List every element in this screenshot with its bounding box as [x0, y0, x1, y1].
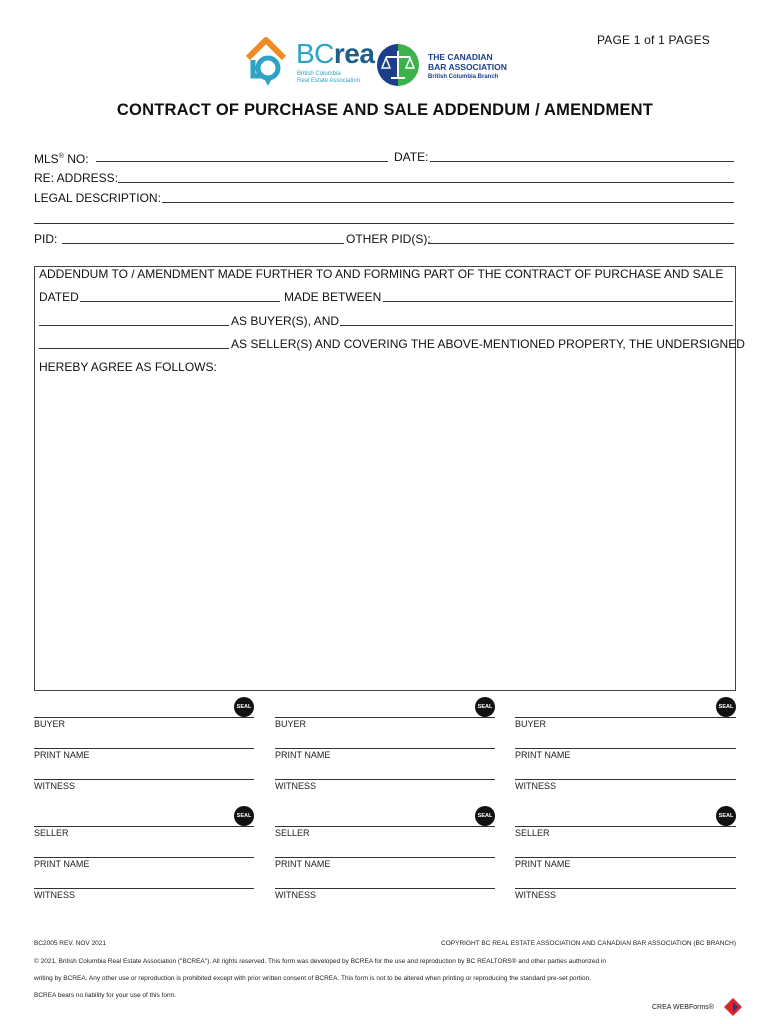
other-pid-label: OTHER PID(S):	[346, 232, 431, 246]
mls-label: MLS® NO:	[34, 152, 89, 166]
scales-of-justice-icon	[376, 42, 420, 88]
buyer-2-witness-label: WITNESS	[275, 781, 317, 791]
cba-logo	[376, 42, 526, 88]
sellers-name-field[interactable]	[39, 348, 229, 349]
addendum-terms-box[interactable]	[34, 266, 736, 691]
dated-field[interactable]	[80, 301, 280, 302]
seal-icon: SEAL	[475, 806, 495, 826]
address-label: RE: ADDRESS:	[34, 171, 119, 185]
pid-field[interactable]	[62, 243, 344, 244]
buyer-2-label: BUYER	[275, 719, 307, 729]
buyer-3-print-name[interactable]	[515, 748, 736, 749]
seal-icon: SEAL	[234, 806, 254, 826]
buyer-3-witness-label: WITNESS	[515, 781, 557, 791]
mls-field[interactable]	[96, 161, 388, 162]
as-sellers-label: AS SELLER(S) AND COVERING THE ABOVE-MENTIONED PROPERTY, THE UNDERSIGNED	[231, 337, 745, 351]
legal-notice-3: BCREA bears no liability for your use of this form.	[34, 992, 177, 999]
pid-label: PID:	[34, 232, 58, 246]
legal-notice-1: © 2021, British Columbia Real Estate Association ("BCREA"). All rights reserved. This form was developed by BCREA for the use and reproduction by BC REALTORS® and other parties authorized in	[34, 958, 607, 965]
webforms-icon	[724, 998, 742, 1016]
seal-icon: SEAL	[475, 697, 495, 717]
made-between-label: MADE BETWEEN	[284, 290, 382, 304]
seller-1-signature[interactable]	[34, 826, 254, 827]
buyer-2-print-label: PRINT NAME	[275, 750, 331, 760]
seller-1-print-label: PRINT NAME	[34, 859, 90, 869]
address-field[interactable]	[118, 182, 734, 183]
buyer-2-print-name[interactable]	[275, 748, 495, 749]
buyer-3-witness[interactable]	[515, 779, 736, 780]
legal-description-field[interactable]	[162, 202, 734, 203]
legal-notice-2: writing by BCREA. Any other use or reproduction is prohibited except with prior written consent of BCREA. This form is not to be altered when printing or reproducing the standard pre-set portion.	[34, 975, 591, 982]
sellers-field[interactable]	[340, 325, 733, 326]
seller-2-label: SELLER	[275, 828, 310, 838]
buyer-1-signature[interactable]	[34, 717, 254, 718]
house-icon	[244, 34, 294, 90]
seller-3-print-name[interactable]	[515, 857, 736, 858]
agree-label: HEREBY AGREE AS FOLLOWS:	[39, 360, 217, 374]
buyer-1-print-label: PRINT NAME	[34, 750, 90, 760]
seller-3-print-label: PRINT NAME	[515, 859, 571, 869]
buyer-1-witness-label: WITNESS	[34, 781, 76, 791]
bcrea-logo	[244, 34, 374, 90]
seller-1-witness-label: WITNESS	[34, 890, 76, 900]
buyer-3-print-label: PRINT NAME	[515, 750, 571, 760]
seller-2-witness[interactable]	[275, 888, 495, 889]
dated-label: DATED	[39, 290, 79, 304]
seller-2-print-label: PRINT NAME	[275, 859, 331, 869]
bcrea-wordmark: BCrea	[296, 38, 375, 69]
legal-description-label: LEGAL DESCRIPTION:	[34, 191, 161, 205]
copyright-notice: COPYRIGHT BC REAL ESTATE ASSOCIATION AND CANADIAN BAR ASSOCIATION (BC BRANCH)	[441, 940, 736, 947]
date-field[interactable]	[430, 161, 734, 162]
cba-wordmark: THE CANADIAN BAR ASSOCIATION British Columbia Branch	[428, 52, 507, 80]
buyers-field[interactable]	[39, 325, 229, 326]
page-title: CONTRACT OF PURCHASE AND SALE ADDENDUM / AMENDMENT	[116, 101, 654, 119]
buyer-1-label: BUYER	[34, 719, 66, 729]
buyer-3-signature[interactable]	[515, 717, 736, 718]
seller-3-signature[interactable]	[515, 826, 736, 827]
made-between-field[interactable]	[383, 301, 733, 302]
seller-1-label: SELLER	[34, 828, 69, 838]
seller-1-print-name[interactable]	[34, 857, 254, 858]
legal-description-field-2[interactable]	[34, 223, 734, 224]
seal-icon: SEAL	[234, 697, 254, 717]
buyer-1-print-name[interactable]	[34, 748, 254, 749]
form-id: BC2005 REV. NOV 2021	[34, 940, 107, 947]
buyer-2-signature[interactable]	[275, 717, 495, 718]
seller-2-print-name[interactable]	[275, 857, 495, 858]
buyer-1-witness[interactable]	[34, 779, 254, 780]
seller-3-witness[interactable]	[515, 888, 736, 889]
bcrea-subtitle: British Columbia Real Estate Association	[297, 71, 361, 84]
page-indicator: PAGE 1 of 1 PAGES	[596, 33, 710, 47]
seller-1-witness[interactable]	[34, 888, 254, 889]
crea-webforms-logo: CREA WEBForms®	[652, 998, 742, 1018]
addendum-intro: ADDENDUM TO / AMENDMENT MADE FURTHER TO AND FORMING PART OF THE CONTRACT OF PURCHASE AND SALE	[39, 267, 724, 281]
seller-3-label: SELLER	[515, 828, 550, 838]
seller-3-witness-label: WITNESS	[515, 890, 557, 900]
seller-2-witness-label: WITNESS	[275, 890, 317, 900]
buyer-3-label: BUYER	[515, 719, 547, 729]
as-buyers-label: AS BUYER(S), AND	[231, 314, 340, 328]
buyer-2-witness[interactable]	[275, 779, 495, 780]
seal-icon: SEAL	[716, 697, 736, 717]
seller-2-signature[interactable]	[275, 826, 495, 827]
other-pid-field[interactable]	[428, 243, 734, 244]
seal-icon: SEAL	[716, 806, 736, 826]
date-label: DATE:	[394, 150, 429, 164]
